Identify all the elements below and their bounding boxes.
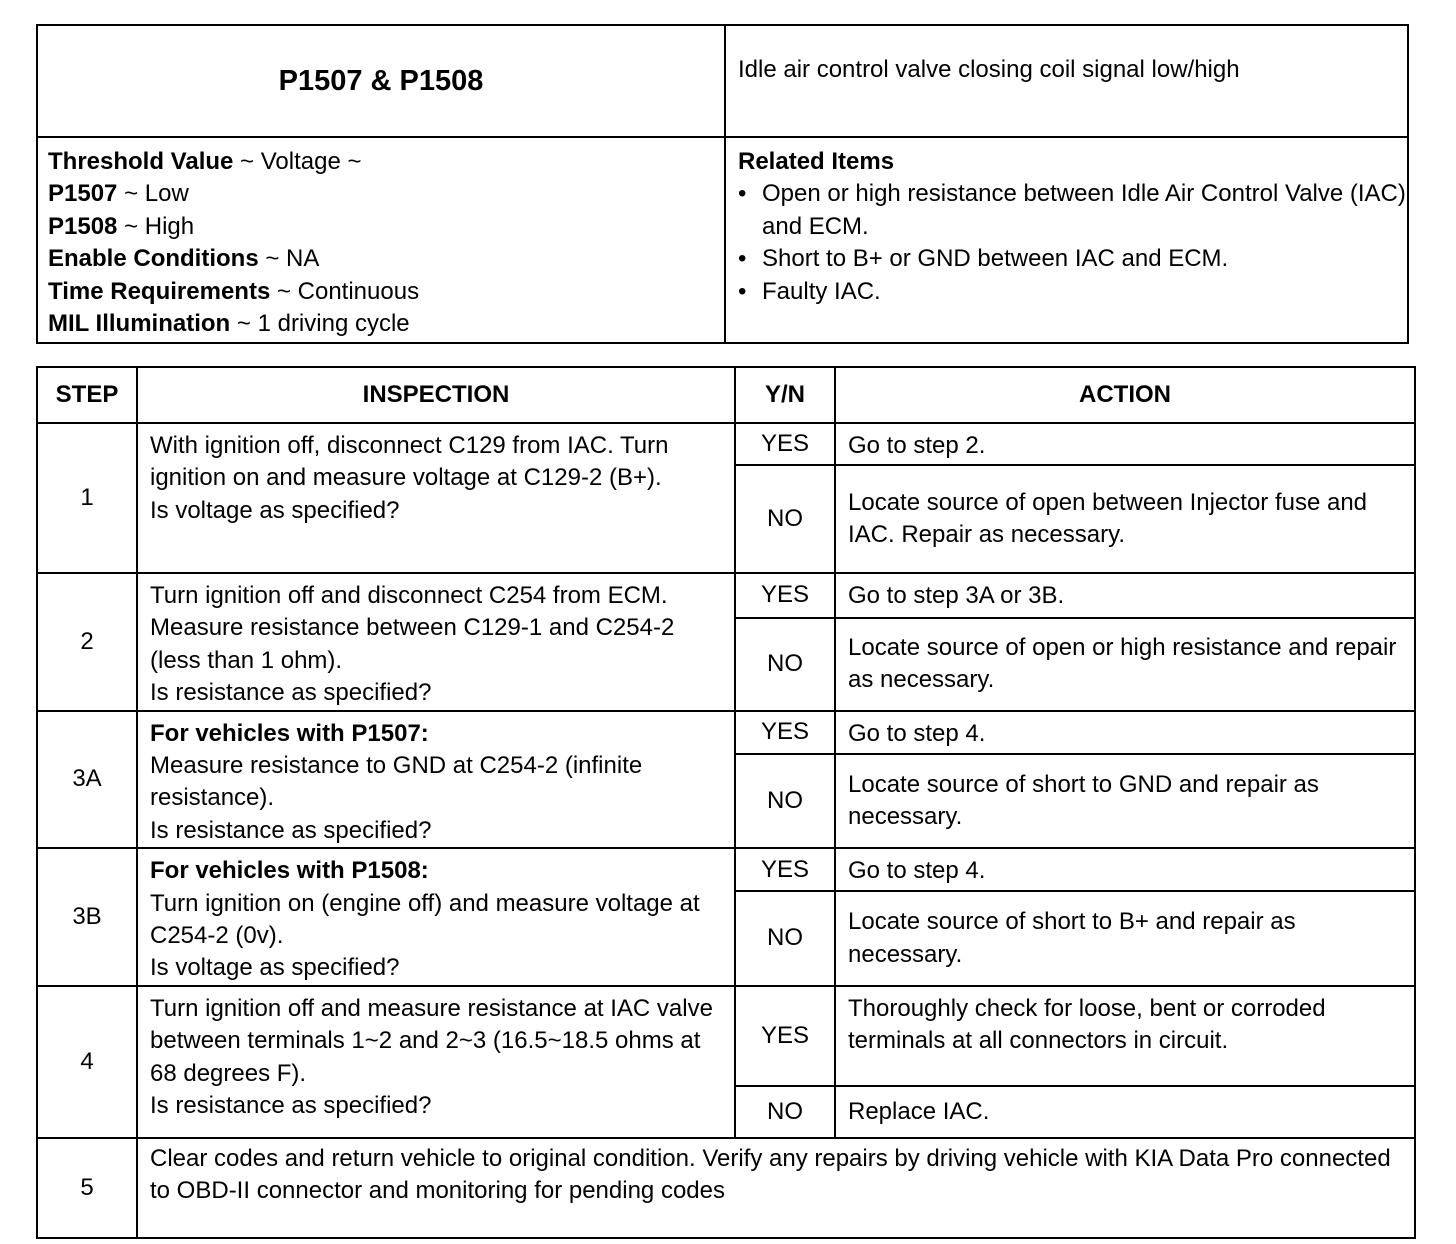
inspection-text: Turn ignition off and disconnect C254 from ECM. Measure resistance between C129-1 and C254-2 (less than 1 ohm). Is resistance as specified?: [150, 582, 675, 707]
yes-action: Go to step 4.: [835, 848, 1415, 891]
spec-line: [48, 178, 724, 210]
no-label: NO: [735, 618, 835, 710]
spec-separator: ~: [258, 245, 287, 273]
step-row: [37, 848, 1415, 891]
yes-label: YES: [735, 986, 835, 1086]
no-action: Locate source of short to B+ and repair as necessary.: [835, 891, 1415, 986]
related-item: • Short to B+ or GND between IAC and ECM.: [738, 243, 1407, 275]
col-header-action: ACTION: [835, 367, 1415, 423]
dtc-code-title: P1507 & P1508: [37, 25, 725, 137]
no-label: NO: [735, 891, 835, 986]
spec-separator: ~: [233, 148, 261, 175]
related-item: • Open or high resistance between Idle Air Control Valve (IAC) and ECM.: [738, 178, 1407, 243]
step-row: [37, 573, 1415, 618]
spec-value: High: [144, 212, 195, 240]
dtc-description: Idle air control valve closing coil signal low/high: [725, 25, 1408, 137]
spec-value: NA: [286, 245, 320, 273]
col-header-inspection: INSPECTION: [137, 367, 735, 423]
spec-separator: ~: [230, 310, 258, 338]
spec-line: [48, 211, 724, 243]
spec-line: [48, 276, 724, 308]
spec-line: [48, 308, 724, 340]
step-inspection: [137, 423, 735, 573]
spec-value: Low: [144, 180, 189, 208]
related-items-title: Related Items: [738, 148, 895, 175]
spec-label: MIL Illumination: [48, 310, 231, 338]
spec-separator: ~: [117, 212, 145, 240]
yes-action: Go to step 3A or 3B.: [835, 573, 1415, 618]
inspection-text: With ignition off, disconnect C129 from IAC. Turn ignition on and measure voltage at C129-2 (B+). Is voltage as specified?: [150, 432, 669, 524]
yes-action: Go to step 2.: [835, 423, 1415, 465]
header-table: [36, 24, 1409, 344]
step-row: [37, 986, 1415, 1086]
spec-label: Threshold Value: [48, 148, 234, 175]
step-number: 2: [37, 573, 137, 711]
yes-action: Go to step 4.: [835, 711, 1415, 755]
step-inspection: [137, 711, 735, 849]
spec-line: [48, 146, 724, 178]
spec-separator: ~: [270, 277, 298, 305]
final-step-number: 5: [37, 1138, 137, 1238]
related-items-list: [738, 178, 1407, 308]
no-action: Locate source of short to GND and repair as necessary.: [835, 754, 1415, 848]
step-row: [37, 711, 1415, 755]
spec-label: P1507: [48, 180, 118, 208]
yes-label: YES: [735, 848, 835, 891]
no-label: NO: [735, 754, 835, 848]
spec-value: Continuous: [297, 277, 420, 305]
spec-separator: ~: [117, 180, 145, 208]
step-number: 1: [37, 423, 137, 573]
final-step-row: [37, 1138, 1415, 1238]
yes-label: YES: [735, 423, 835, 465]
spec-label: Time Requirements: [48, 277, 271, 305]
step-number: 3B: [37, 848, 137, 986]
yes-action: Thoroughly check for loose, bent or corroded terminals at all connectors in circuit.: [835, 986, 1415, 1086]
step-inspection: [137, 848, 735, 986]
spec-value: Voltage ~: [260, 148, 362, 175]
inspection-condition: For vehicles with P1508:: [150, 857, 429, 885]
no-action: Replace IAC.: [835, 1086, 1415, 1138]
step-row: [37, 423, 1415, 465]
no-action: Locate source of open between Injector fuse and IAC. Repair as necessary.: [835, 465, 1415, 573]
col-header-step: STEP: [37, 367, 137, 423]
col-header-yn: Y/N: [735, 367, 835, 423]
step-number: 3A: [37, 711, 137, 849]
spec-label: P1508: [48, 212, 118, 240]
step-number: 4: [37, 986, 137, 1138]
no-action: Locate source of open or high resistance and repair as necessary.: [835, 618, 1415, 710]
inspection-text: Turn ignition off and measure resistance at IAC valve between terminals 1~2 and 2~3 (16.5~18.5 ohms at 68 degrees F). Is resistance as specified?: [150, 994, 713, 1120]
yes-label: YES: [735, 711, 835, 755]
spec-label: Enable Conditions: [48, 245, 259, 273]
no-label: NO: [735, 1086, 835, 1138]
spec-line: [48, 243, 724, 275]
inspection-text: Turn ignition on (engine off) and measure voltage at C254-2 (0v). Is voltage as specified?: [150, 889, 700, 982]
inspection-condition: For vehicles with P1507:: [150, 719, 429, 747]
final-step-text: Clear codes and return vehicle to original condition. Verify any repairs by driving vehicle with KIA Data Pro connected to OBD-II connector and monitoring for pending codes: [137, 1138, 1415, 1238]
related-item: • Faulty IAC.: [738, 276, 1407, 308]
spec-list: [37, 137, 725, 343]
related-items: [725, 137, 1408, 343]
step-inspection: [137, 986, 735, 1138]
spec-value: 1 driving cycle: [257, 310, 410, 338]
inspection-text: Measure resistance to GND at C254-2 (infinite resistance). Is resistance as specified?: [150, 752, 643, 844]
steps-table: [36, 366, 1416, 1239]
no-label: NO: [735, 465, 835, 573]
step-inspection: [137, 573, 735, 711]
yes-label: YES: [735, 573, 835, 618]
